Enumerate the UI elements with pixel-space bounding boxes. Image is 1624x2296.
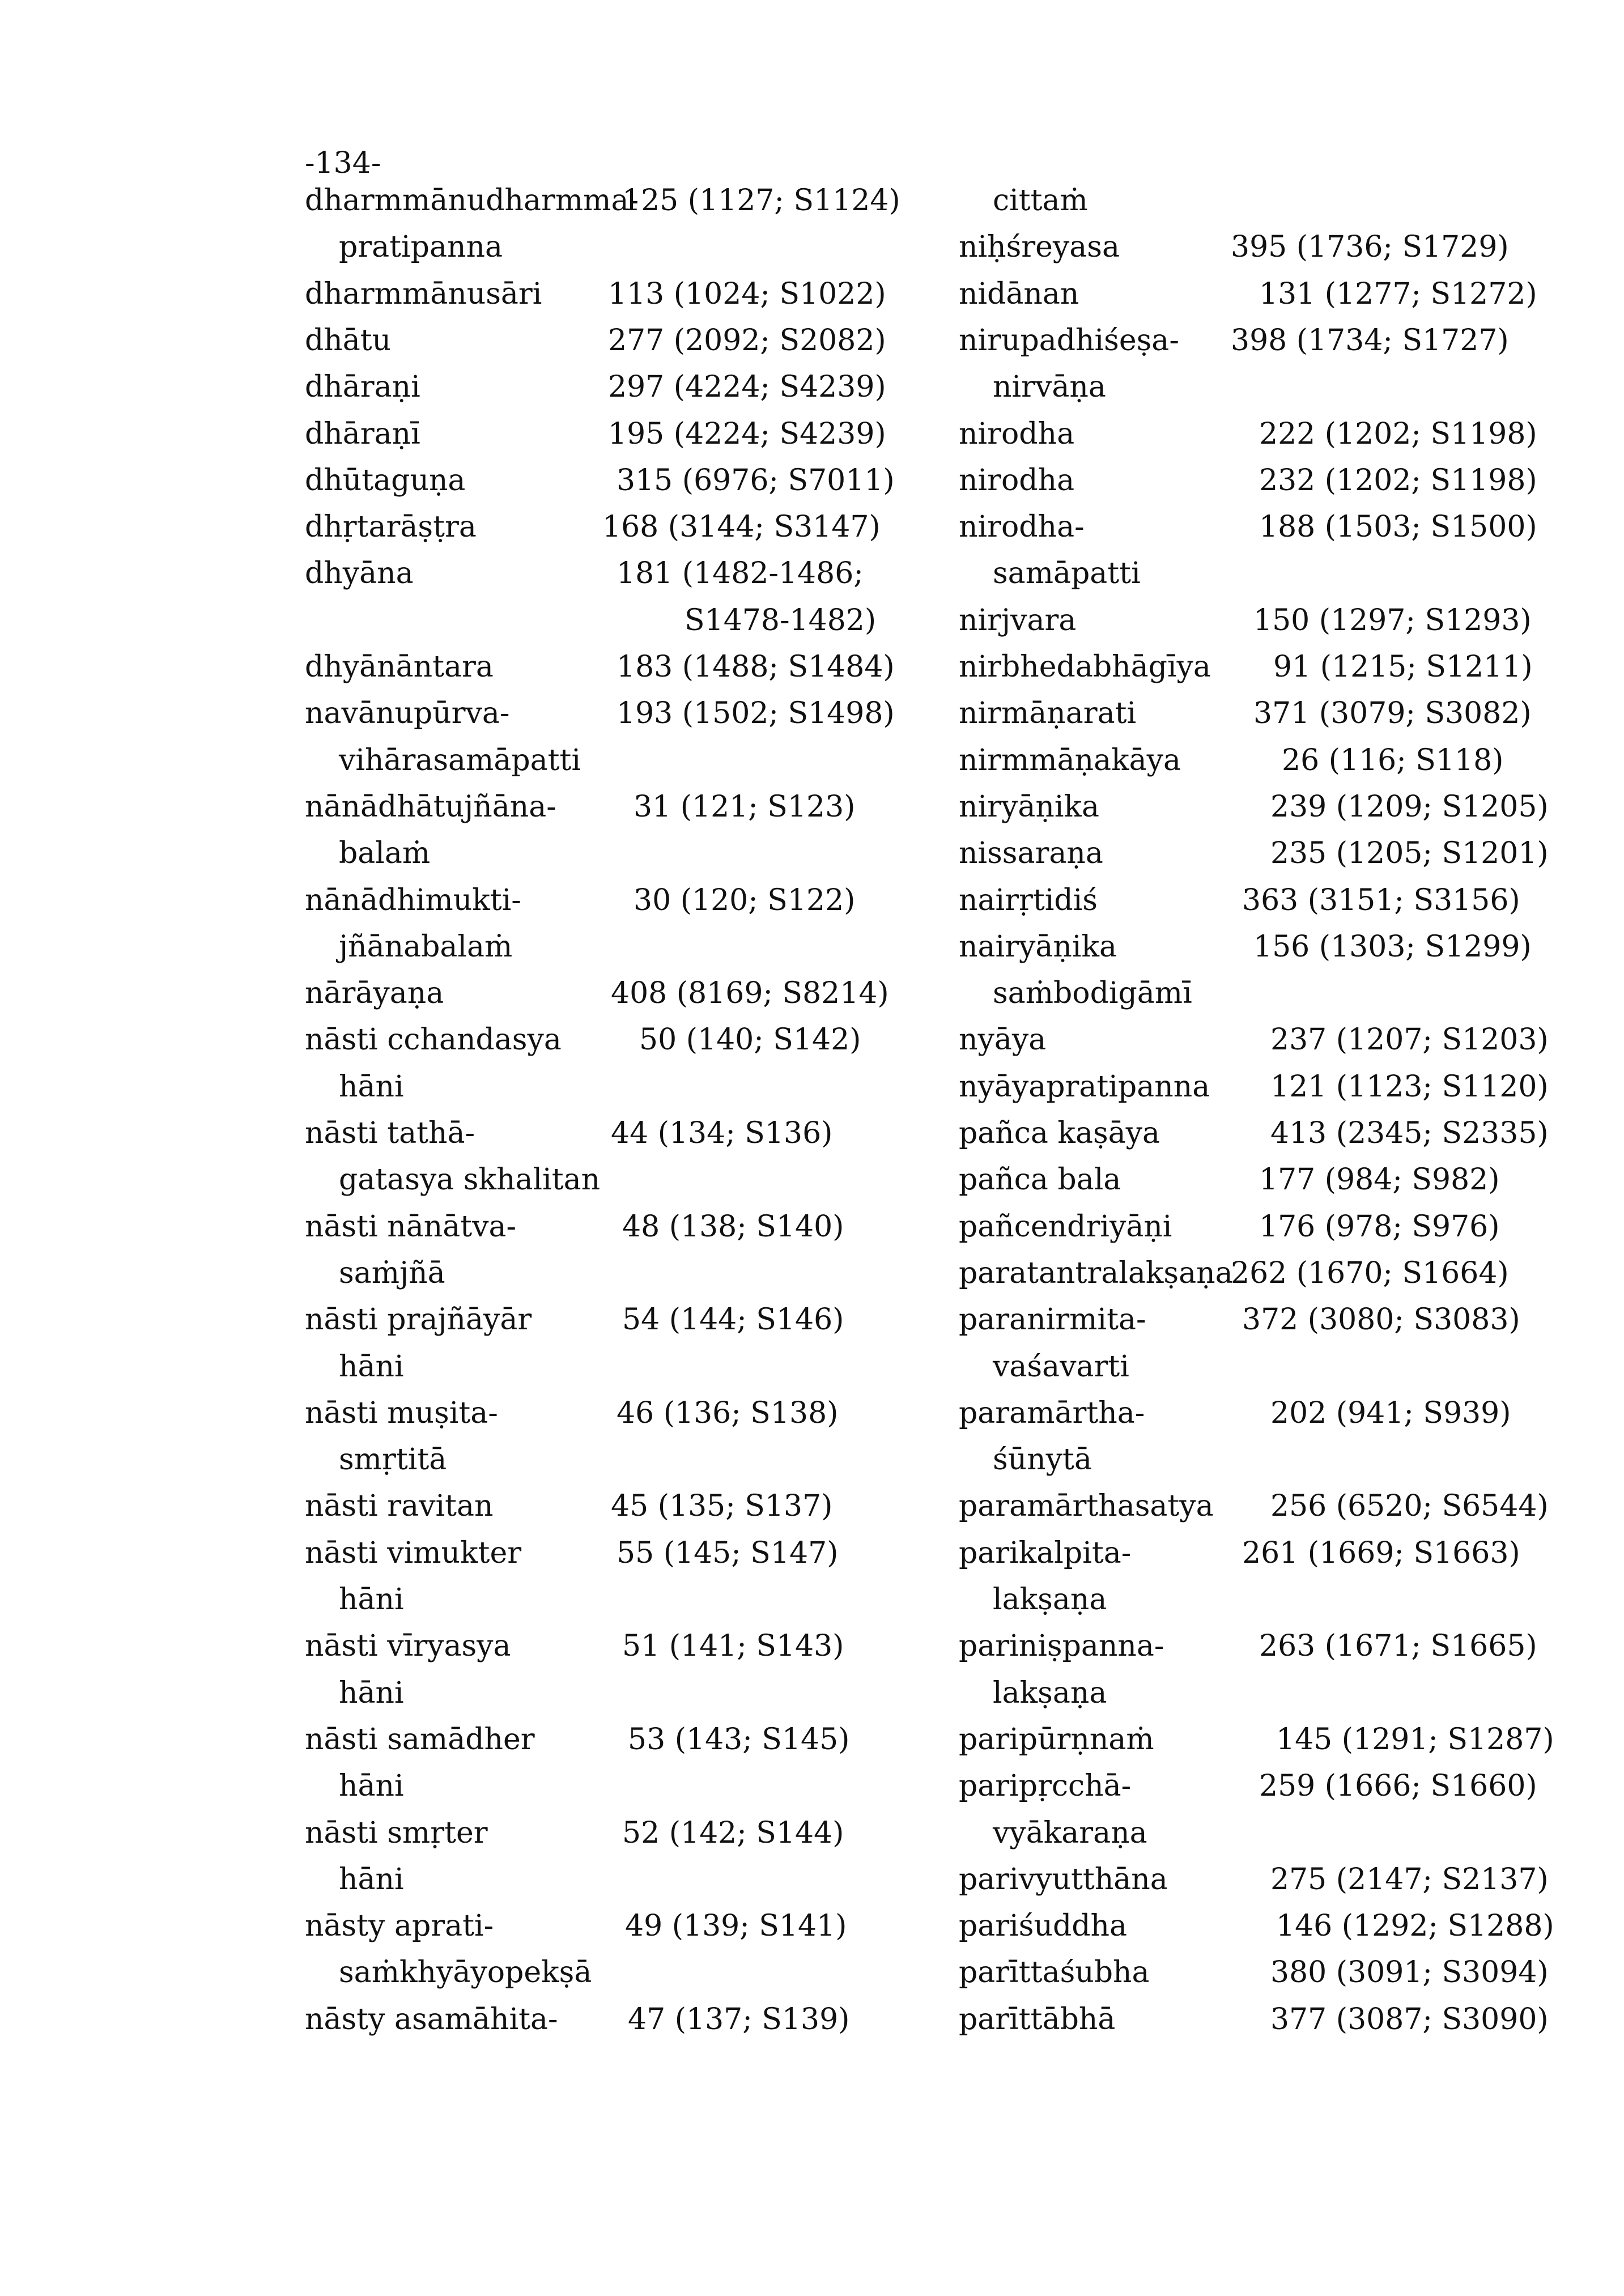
entry-reference: 131 (1277; S1272) — [1259, 277, 1537, 311]
entry-reference: 31 (121; S123) — [634, 790, 856, 824]
entry-reference: 237 (1207; S1203) — [1270, 1023, 1549, 1057]
entry-term: nidānan — [959, 277, 1079, 311]
entry-term: saṁkhyāyopekṣā — [339, 1955, 592, 1989]
entry-term: smṛtitā — [339, 1443, 447, 1477]
entry-term: nyāyapratipanna — [959, 1070, 1210, 1104]
entry-reference: 150 (1297; S1293) — [1253, 603, 1532, 637]
entry-term: śūnytā — [993, 1443, 1092, 1477]
entry-term: nairyāṇika — [959, 930, 1117, 964]
entry-reference: 156 (1303; S1299) — [1253, 930, 1532, 964]
entry-reference: 263 (1671; S1665) — [1259, 1629, 1537, 1663]
entry-reference: 121 (1123; S1120) — [1270, 1070, 1549, 1104]
entry-reference: 235 (1205; S1201) — [1270, 836, 1549, 870]
entry-term: dhāraṇī — [305, 417, 420, 451]
entry-reference: 45 (135; S137) — [611, 1489, 833, 1523]
entry-reference: 113 (1024; S1022) — [608, 277, 886, 311]
entry-term: vaśavarti — [993, 1350, 1129, 1384]
entry-term: saṁjñā — [339, 1256, 445, 1290]
entry-reference: 262 (1670; S1664) — [1231, 1256, 1509, 1290]
entry-term: paranirmita- — [959, 1303, 1146, 1337]
entry-term: pañcendriyāṇi — [959, 1210, 1172, 1244]
entry-reference: 52 (142; S144) — [622, 1816, 844, 1850]
entry-reference: 398 (1734; S1727) — [1231, 324, 1509, 358]
entry-term: nyāya — [959, 1023, 1047, 1057]
entry-reference: 232 (1202; S1198) — [1259, 464, 1537, 498]
entry-term: nāsty asamāhita- — [305, 2002, 558, 2036]
entry-term: nāsti vimukter — [305, 1536, 522, 1570]
entry-reference: 176 (978; S976) — [1259, 1210, 1500, 1244]
entry-term: vihārasamāpatti — [339, 743, 581, 777]
entry-reference: 297 (4224; S4239) — [608, 370, 886, 404]
entry-term: nirmmāṇakāya — [959, 743, 1181, 777]
entry-term: nāsti prajñāyār — [305, 1303, 532, 1337]
entry-term: hāni — [339, 1350, 404, 1384]
entry-reference: 30 (120; S122) — [634, 883, 856, 917]
entry-term: dhyāna — [305, 556, 414, 590]
entry-reference: 277 (2092; S2082) — [608, 324, 886, 358]
entry-term: nissaraṇa — [959, 836, 1103, 870]
entry-term: nirupadhiśeṣa- — [959, 324, 1179, 358]
entry-term: dhāraṇi — [305, 370, 420, 404]
entry-term: nānādhātujñāna- — [305, 790, 556, 824]
entry-reference: 377 (3087; S3090) — [1270, 2002, 1549, 2036]
entry-term: dharmmānudharmma- — [305, 184, 639, 218]
entry-reference: 51 (141; S143) — [622, 1629, 844, 1663]
entry-term: nāsti vīryasya — [305, 1629, 511, 1663]
entry-term: nāsti ravitan — [305, 1489, 494, 1523]
entry-reference: 395 (1736; S1729) — [1231, 230, 1509, 264]
entry-term: nirodha — [959, 464, 1075, 498]
entry-term: paramārthasatya — [959, 1489, 1214, 1523]
entry-term: nāsti nānātva- — [305, 1210, 517, 1244]
entry-term: pañca kaṣāya — [959, 1116, 1160, 1150]
entry-reference: 55 (145; S147) — [617, 1536, 839, 1570]
entry-term: niḥśreyasa — [959, 230, 1120, 264]
entry-term: dhūtaguṇa — [305, 464, 466, 498]
entry-reference: 188 (1503; S1500) — [1259, 510, 1537, 544]
entry-reference: 54 (144; S146) — [622, 1303, 844, 1337]
entry-reference: 125 (1127; S1124) — [622, 184, 900, 218]
entry-term: nāsti smṛter — [305, 1816, 488, 1850]
entry-term: nirjvara — [959, 603, 1077, 637]
entry-reference: 50 (140; S142) — [639, 1023, 861, 1057]
entry-reference: 44 (134; S136) — [611, 1116, 833, 1150]
entry-reference: 53 (143; S145) — [628, 1723, 850, 1757]
entry-term: dhātu — [305, 324, 392, 358]
entry-term: nirbhedabhāgīya — [959, 650, 1211, 684]
entry-term: gatasya skhalitan — [339, 1163, 601, 1197]
entry-reference: 372 (3080; S3083) — [1242, 1303, 1520, 1337]
entry-term: pratipanna — [339, 230, 503, 264]
entry-term: parikalpita- — [959, 1536, 1132, 1570]
entry-reference: 371 (3079; S3082) — [1253, 696, 1532, 730]
entry-term: nairṛtidiś — [959, 883, 1098, 917]
entry-term: dhyānāntara — [305, 650, 494, 684]
entry-term: nānādhimukti- — [305, 883, 521, 917]
entry-term: pariśuddha — [959, 1909, 1128, 1943]
entry-reference: 259 (1666; S1660) — [1259, 1769, 1537, 1803]
entry-reference: 413 (2345; S2335) — [1270, 1116, 1549, 1150]
entry-term: cittaṁ — [993, 184, 1088, 218]
entry-reference: 380 (3091; S3094) — [1270, 1955, 1549, 1989]
entry-reference: 315 (6976; S7011) — [617, 464, 895, 498]
entry-term: saṁbodigāmī — [993, 976, 1192, 1010]
entry-reference: 146 (1292; S1288) — [1276, 1909, 1554, 1943]
entry-reference: 363 (3151; S3156) — [1242, 883, 1520, 917]
entry-reference: 202 (941; S939) — [1270, 1396, 1511, 1430]
entry-reference: S1478-1482) — [685, 603, 877, 637]
entry-term: vyākaraṇa — [993, 1816, 1147, 1850]
entry-reference: 239 (1209; S1205) — [1270, 790, 1549, 824]
entry-term: nirvāṇa — [993, 370, 1106, 404]
entry-reference: 222 (1202; S1198) — [1259, 417, 1537, 451]
entry-reference: 46 (136; S138) — [617, 1396, 839, 1430]
entry-term: parīttābhā — [959, 2002, 1116, 2036]
entry-term: hāni — [339, 1863, 404, 1897]
entry-term: nāsti cchandasya — [305, 1023, 562, 1057]
entry-term: paripṛcchā- — [959, 1769, 1132, 1803]
entry-term: nāsty aprati- — [305, 1909, 494, 1943]
entry-reference: 183 (1488; S1484) — [617, 650, 895, 684]
entry-term: nāsti tathā- — [305, 1116, 475, 1150]
entry-term: nirodha — [959, 417, 1075, 451]
entry-term: paripūrṇnaṁ — [959, 1723, 1154, 1757]
entry-term: hāni — [339, 1769, 404, 1803]
entry-reference: 256 (6520; S6544) — [1270, 1489, 1549, 1523]
entry-term: nāsti muṣita- — [305, 1396, 498, 1430]
entry-reference: 275 (2147; S2137) — [1270, 1863, 1549, 1897]
entry-term: nirodha- — [959, 510, 1085, 544]
entry-term: lakṣaṇa — [993, 1676, 1107, 1710]
entry-term: balaṁ — [339, 836, 431, 870]
entry-term: lakṣaṇa — [993, 1583, 1107, 1617]
entry-term: nāsti samādher — [305, 1723, 535, 1757]
entry-reference: 26 (116; S118) — [1282, 743, 1504, 777]
entry-reference: 408 (8169; S8214) — [611, 976, 889, 1010]
entry-reference: 49 (139; S141) — [625, 1909, 847, 1943]
entry-term: paratantralakṣaṇa — [959, 1256, 1233, 1290]
page-number: -134- — [305, 146, 381, 180]
entry-term: pariniṣpanna- — [959, 1629, 1164, 1663]
entry-reference: 145 (1291; S1287) — [1276, 1723, 1554, 1757]
entry-term: dharmmānusāri — [305, 277, 542, 311]
entry-term: parivyutthāna — [959, 1863, 1168, 1897]
entry-term: hāni — [339, 1070, 404, 1104]
entry-reference: 91 (1215; S1211) — [1273, 650, 1533, 684]
entry-term: jñānabalaṁ — [339, 930, 513, 964]
entry-term: parīttaśubha — [959, 1955, 1150, 1989]
entry-term: pañca bala — [959, 1163, 1121, 1197]
entry-term: niryāṇika — [959, 790, 1099, 824]
entry-term: navānupūrva- — [305, 696, 510, 730]
entry-reference: 261 (1669; S1663) — [1242, 1536, 1520, 1570]
entry-term: paramārtha- — [959, 1396, 1145, 1430]
entry-term: dhṛtarāṣṭra — [305, 510, 477, 544]
entry-reference: 181 (1482-1486; — [617, 556, 864, 590]
entry-term: hāni — [339, 1583, 404, 1617]
entry-term: hāni — [339, 1676, 404, 1710]
entry-reference: 193 (1502; S1498) — [617, 696, 895, 730]
entry-term: nirmāṇarati — [959, 696, 1137, 730]
entry-term: nārāyaṇa — [305, 976, 444, 1010]
entry-reference: 168 (3144; S3147) — [602, 510, 881, 544]
entry-reference: 195 (4224; S4239) — [608, 417, 886, 451]
entry-reference: 48 (138; S140) — [622, 1210, 844, 1244]
entry-reference: 177 (984; S982) — [1259, 1163, 1500, 1197]
entry-term: samāpatti — [993, 556, 1141, 590]
entry-reference: 47 (137; S139) — [628, 2002, 850, 2036]
